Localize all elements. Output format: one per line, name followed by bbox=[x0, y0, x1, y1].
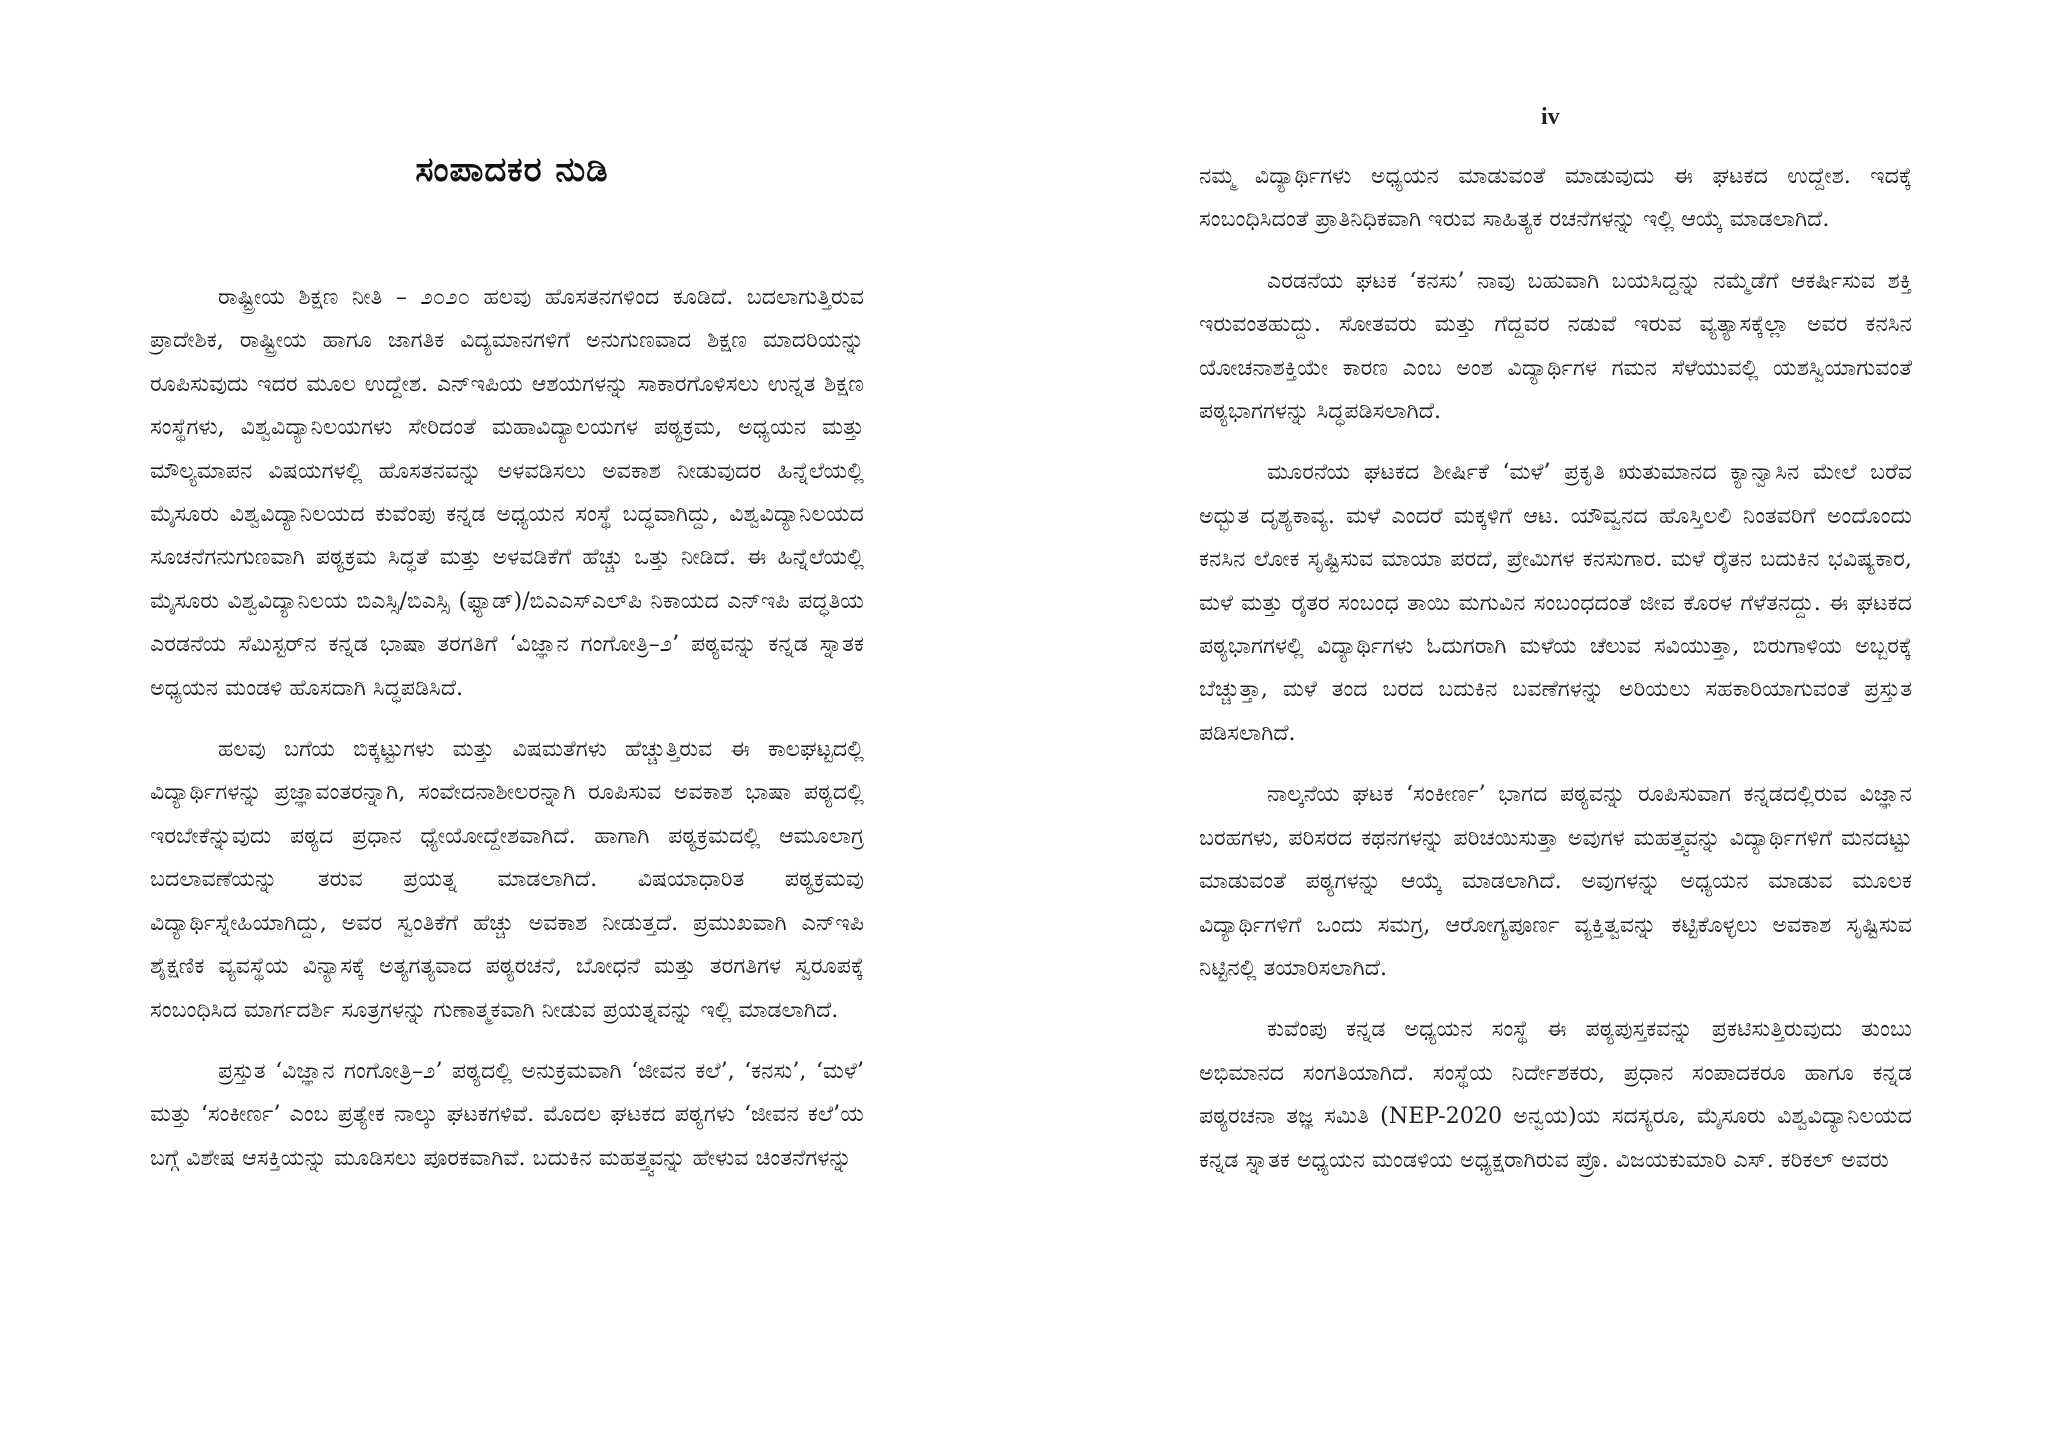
paragraph: ಎರಡನೆಯ ಘಟಕ ‘ಕನಸು’ ನಾವು ಬಹುವಾಗಿ ಬಯಸಿದ್ದನ್ನು ನಮ್ಮೆಡೆಗೆ ಆಕರ್ಷಿಸುವ ಶಕ್ತಿ ಇರುವಂತಹುದ್ದು. ಸೋತವರು ಮತ್ತು ಗೆದ್ದವರ ನಡುವೆ ಇರುವ ವ್ಯತ್ಯಾಸಕ್ಕೆಲ್ಲಾ ಅವರ ಕನಸಿನ ಯೋಚನಾಶಕ್ತಿಯೇ ಕಾರಣ ಎಂಬ ಅಂಶ ವಿದ್ಯಾರ್ಥಿಗಳ ಗಮನ ಸೆಳೆಯುವಲ್ಲಿ ಯಶಸ್ವಿಯಾಗುವಂತೆ ಪಠ್ಯಭಾಗಗಳನ್ನು ಸಿದ್ಧಪಡಿಸಲಾಗಿದೆ. bbox=[1199, 267, 1912, 425]
paragraph: ರಾಷ್ಟ್ರೀಯ ಶಿಕ್ಷಣ ನೀತಿ – ೨೦೨೦ ಹಲವು ಹೊಸತನಗಳಿಂದ ಕೂಡಿದೆ. ಬದಲಾಗುತ್ತಿರುವ ಪ್ರಾದೇಶಿಕ, ರಾಷ್ಟ್ರೀಯ ಹಾಗೂ ಜಾಗತಿಕ ವಿದ್ಯಮಾನಗಳಿಗೆ ಅನುಗುಣವಾದ ಶಿಕ್ಷಣ ಮಾದರಿಯನ್ನು ರೂಪಿಸುವುದು ಇದರ ಮೂಲ ಉದ್ದೇಶ. ಎನ್‌ಇಪಿಯ ಆಶಯಗಳನ್ನು ಸಾಕಾರಗೊಳಿಸಲು ಉನ್ನತ ಶಿಕ್ಷಣ ಸಂಸ್ಥೆಗಳು, ವಿಶ್ವವಿದ್ಯಾನಿಲಯಗಳು ಸೇರಿದಂತೆ ಮಹಾವಿದ್ಯಾಲಯಗಳ ಪಠ್ಯಕ್ರಮ, ಅಧ್ಯಯನ ಮತ್ತು ಮೌಲ್ಯಮಾಪನ ವಿಷಯಗಳಲ್ಲಿ ಹೊಸತನವನ್ನು ಅಳವಡಿಸಲು ಅವಕಾಶ ನೀಡುವುದರ ಹಿನ್ನೆಲೆಯಲ್ಲಿ ಮೈಸೂರು ವಿಶ್ವವಿದ್ಯಾನಿಲಯದ ಕುವೆಂಪು ಕನ್ನಡ ಅಧ್ಯಯನ ಸಂಸ್ಥೆ ಬದ್ಧವಾಗಿದ್ದು, ವಿಶ್ವವಿದ್ಯಾನಿಲಯದ ಸೂಚನೆಗನುಗುಣವಾಗಿ ಪಠ್ಯಕ್ರಮ ಸಿದ್ಧತೆ ಮತ್ತು ಅಳವಡಿಕೆಗೆ ಹೆಚ್ಚು ಒತ್ತು ನೀಡಿದೆ. ಈ ಹಿನ್ನೆಲೆಯಲ್ಲಿ ಮೈಸೂರು ವಿಶ್ವವಿದ್ಯಾನಿಲಯ ಬಿಎಸ್ಸಿ/ಬಿಎಸ್ಸಿ (ಫ್ಯಾಡ್)/ಬಿಎಎಸ್‌ಎಲ್‌ಪಿ ನಿಕಾಯದ ಎನ್‌ಇಪಿ ಪದ್ಧತಿಯ ಎರಡನೆಯ ಸೆಮಿಸ್ಟರ್‌ನ ಕನ್ನಡ ಭಾಷಾ ತರಗತಿಗೆ ‘ವಿಜ್ಞಾನ ಗಂಗೋತ್ರಿ–೨’ ಪಠ್ಯವನ್ನು ಕನ್ನಡ ಸ್ನಾತಕ ಅಧ್ಯಯನ ಮಂಡಳಿ ಹೊಸದಾಗಿ ಸಿದ್ಧಪಡಿಸಿದೆ. bbox=[150, 284, 864, 701]
page-number: iv bbox=[1541, 104, 1560, 130]
paragraph: ಮೂರನೆಯ ಘಟಕದ ಶೀರ್ಷಿಕೆ ‘ಮಳೆ’ ಪ್ರಕೃತಿ ಋತುಮಾನದ ಕ್ಯಾನ್ವಾಸಿನ ಮೇಲೆ ಬರೆವ ಅದ್ಭುತ ದೃಶ್ಯಕಾವ್ಯ. ಮಳೆ ಎಂದರೆ ಮಕ್ಕಳಿಗೆ ಆಟ. ಯೌವ್ವನದ ಹೊಸ್ತಿಲಲಿ ನಿಂತವರಿಗೆ ಅಂದೊಂದು ಕನಸಿನ ಲೋಕ ಸೃಷ್ಟಿಸುವ ಮಾಯಾ ಪರದೆ, ಪ್ರೇಮಿಗಳ ಕನಸುಗಾರ. ಮಳೆ ರೈತನ ಬದುಕಿನ ಭವಿಷ್ಯಕಾರ, ಮಳೆ ಮತ್ತು ರೈತರ ಸಂಬಂಧ ತಾಯಿ ಮಗುವಿನ ಸಂಬಂಧದಂತೆ ಜೀವ ಕೊರಳ ಗೆಳೆತನದ್ದು. ಈ ಘಟಕದ ಪಠ್ಯಭಾಗಗಳಲ್ಲಿ ವಿದ್ಯಾರ್ಥಿಗಳು ಓದುಗರಾಗಿ ಮಳೆಯ ಚೆಲುವ ಸವಿಯುತ್ತಾ, ಬಿರುಗಾಳಿಯ ಅಬ್ಬರಕ್ಕೆ ಬೆಚ್ಚುತ್ತಾ, ಮಳೆ ತಂದ ಬರದ ಬದುಕಿನ ಬವಣೆಗಳನ್ನು ಅರಿಯಲು ಸಹಕಾರಿಯಾಗುವಂತೆ ಪ್ರಸ್ತುತ ಪಡಿಸಲಾಗಿದೆ. bbox=[1199, 459, 1912, 746]
paragraph: ಪ್ರಸ್ತುತ ‘ವಿಜ್ಞಾನ ಗಂಗೋತ್ರಿ–೨’ ಪಠ್ಯದಲ್ಲಿ ಅನುಕ್ರಮವಾಗಿ ‘ಜೀವನ ಕಲೆ’, ‘ಕನಸು’, ‘ಮಳೆ’ ಮತ್ತು ‘ಸಂಕೀರ್ಣ’ ಎಂಬ ಪ್ರತ್ಯೇಕ ನಾಲ್ಕು ಘಟಕಗಳಿವೆ. ಮೊದಲ ಘಟಕದ ಪಠ್ಯಗಳು ‘ಜೀವನ ಕಲೆ’ಯ ಬಗ್ಗೆ ವಿಶೇಷ ಆಸಕ್ತಿಯನ್ನು ಮೂಡಿಸಲು ಪೂರಕವಾಗಿವೆ. ಬದುಕಿನ ಮಹತ್ತ್ವವನ್ನು ಹೇಳುವ ಚಿಂತನೆಗಳನ್ನು bbox=[150, 1057, 864, 1171]
right-text-column bbox=[1199, 155, 1912, 1182]
right-page bbox=[1024, 0, 2048, 1447]
paragraph: ಕುವೆಂಪು ಕನ್ನಡ ಅಧ್ಯಯನ ಸಂಸ್ಥೆ ಈ ಪಠ್ಯಪುಸ್ತಕವನ್ನು ಪ್ರಕಟಿಸುತ್ತಿರುವುದು ತುಂಬು ಅಭಿಮಾನದ ಸಂಗತಿಯಾಗಿದೆ. ಸಂಸ್ಥೆಯ ನಿರ್ದೇಶಕರು, ಪ್ರಧಾನ ಸಂಪಾದಕರೂ ಹಾಗೂ ಕನ್ನಡ ಪಠ್ಯರಚನಾ ತಜ್ಞ ಸಮಿತಿ (NEP-2020 ಅನ್ವಯ)ಯ ಸದಸ್ಯರೂ, ಮೈಸೂರು ವಿಶ್ವವಿದ್ಯಾನಿಲಯದ ಕನ್ನಡ ಸ್ನಾತಕ ಅಧ್ಯಯನ ಮಂಡಳಿಯ ಅಧ್ಯಕ್ಷರಾಗಿರುವ ಪ್ರೊ. ವಿಜಯಕುಮಾರಿ ಎಸ್. ಕರಿಕಲ್ ಅವರು bbox=[1199, 1016, 1912, 1173]
page-title: ಸಂಪಾದಕರ ನುಡಿ bbox=[415, 150, 609, 190]
paragraph: ನಾಲ್ಕನೆಯ ಘಟಕ ‘ಸಂಕೀರ್ಣ’ ಭಾಗದ ಪಠ್ಯವನ್ನು ರೂಪಿಸುವಾಗ ಕನ್ನಡದಲ್ಲಿರುವ ವಿಜ್ಞಾನ ಬರಹಗಳು, ಪರಿಸರದ ಕಥನಗಳನ್ನು ಪರಿಚಯಿಸುತ್ತಾ ಅವುಗಳ ಮಹತ್ತ್ವವನ್ನು ವಿದ್ಯಾರ್ಥಿಗಳಿಗೆ ಮನದಟ್ಟು ಮಾಡುವಂತೆ ಪಠ್ಯಗಳನ್ನು ಆಯ್ಕೆ ಮಾಡಲಾಗಿದೆ. ಅವುಗಳನ್ನು ಅಧ್ಯಯನ ಮಾಡುವ ಮೂಲಕ ವಿದ್ಯಾರ್ಥಿಗಳಿಗೆ ಒಂದು ಸಮಗ್ರ, ಆರೋಗ್ಯಪೂರ್ಣ ವ್ಯಕ್ತಿತ್ವವನ್ನು ಕಟ್ಟಿಕೊಳ್ಳಲು ಅವಕಾಶ ಸೃಷ್ಟಿಸುವ ನಿಟ್ಟಿನಲ್ಲಿ ತಯಾರಿಸಲಾಗಿದೆ. bbox=[1199, 781, 1912, 981]
left-text-column bbox=[150, 276, 864, 1180]
paragraph: ಹಲವು ಬಗೆಯ ಬಿಕ್ಕಟ್ಟುಗಳು ಮತ್ತು ವಿಷಮತೆಗಳು ಹೆಚ್ಚುತ್ತಿರುವ ಈ ಕಾಲಘಟ್ಟದಲ್ಲಿ ವಿದ್ಯಾರ್ಥಿಗಳನ್ನು ಪ್ರಜ್ಞಾವಂತರನ್ನಾಗಿ, ಸಂವೇದನಾಶೀಲರನ್ನಾಗಿ ರೂಪಿಸುವ ಅವಕಾಶ ಭಾಷಾ ಪಠ್ಯದಲ್ಲಿ ಇರಬೇಕೆನ್ನುವುದು ಪಠ್ಯದ ಪ್ರಧಾನ ಧ್ಯೇಯೋದ್ದೇಶವಾಗಿದೆ. ಹಾಗಾಗಿ ಪಠ್ಯಕ್ರಮದಲ್ಲಿ ಆಮೂಲಾಗ್ರ ಬದಲಾವಣೆಯನ್ನು ತರುವ ಪ್ರಯತ್ನ ಮಾಡಲಾಗಿದೆ. ವಿಷಯಾಧಾರಿತ ಪಠ್ಯಕ್ರಮವು ವಿದ್ಯಾರ್ಥಿಸ್ನೇಹಿಯಾಗಿದ್ದು, ಅವರ ಸ್ವಂತಿಕೆಗೆ ಹೆಚ್ಚು ಅವಕಾಶ ನೀಡುತ್ತದೆ. ಪ್ರಮುಖವಾಗಿ ಎನ್‌ಇಪಿ ಶೈಕ್ಷಣಿಕ ವ್ಯವಸ್ಥೆಯ ವಿನ್ಯಾಸಕ್ಕೆ ಅತ್ಯಗತ್ಯವಾದ ಪಠ್ಯರಚನೆ, ಬೋಧನೆ ಮತ್ತು ತರಗತಿಗಳ ಸ್ವರೂಪಕ್ಕೆ ಸಂಬಂಧಿಸಿದ ಮಾರ್ಗದರ್ಶಿ ಸೂತ್ರಗಳನ್ನು ಗುಣಾತ್ಮಕವಾಗಿ ನೀಡುವ ಪ್ರಯತ್ನವನ್ನು ಇಲ್ಲಿ ಮಾಡಲಾಗಿದೆ. bbox=[150, 736, 864, 1023]
paragraph: ನಮ್ಮ ವಿದ್ಯಾರ್ಥಿಗಳು ಅಧ್ಯಯನ ಮಾಡುವಂತೆ ಮಾಡುವುದು ಈ ಘಟಕದ ಉದ್ದೇಶ. ಇದಕ್ಕೆ ಸಂಬಂಧಿಸಿದಂತೆ ಪ್ರಾತಿನಿಧಿಕವಾಗಿ ಇರುವ ಸಾಹಿತ್ಯಕ ರಚನೆಗಳನ್ನು ಇಲ್ಲಿ ಆಯ್ಕೆ ಮಾಡಲಾಗಿದೆ. bbox=[1199, 163, 1912, 233]
